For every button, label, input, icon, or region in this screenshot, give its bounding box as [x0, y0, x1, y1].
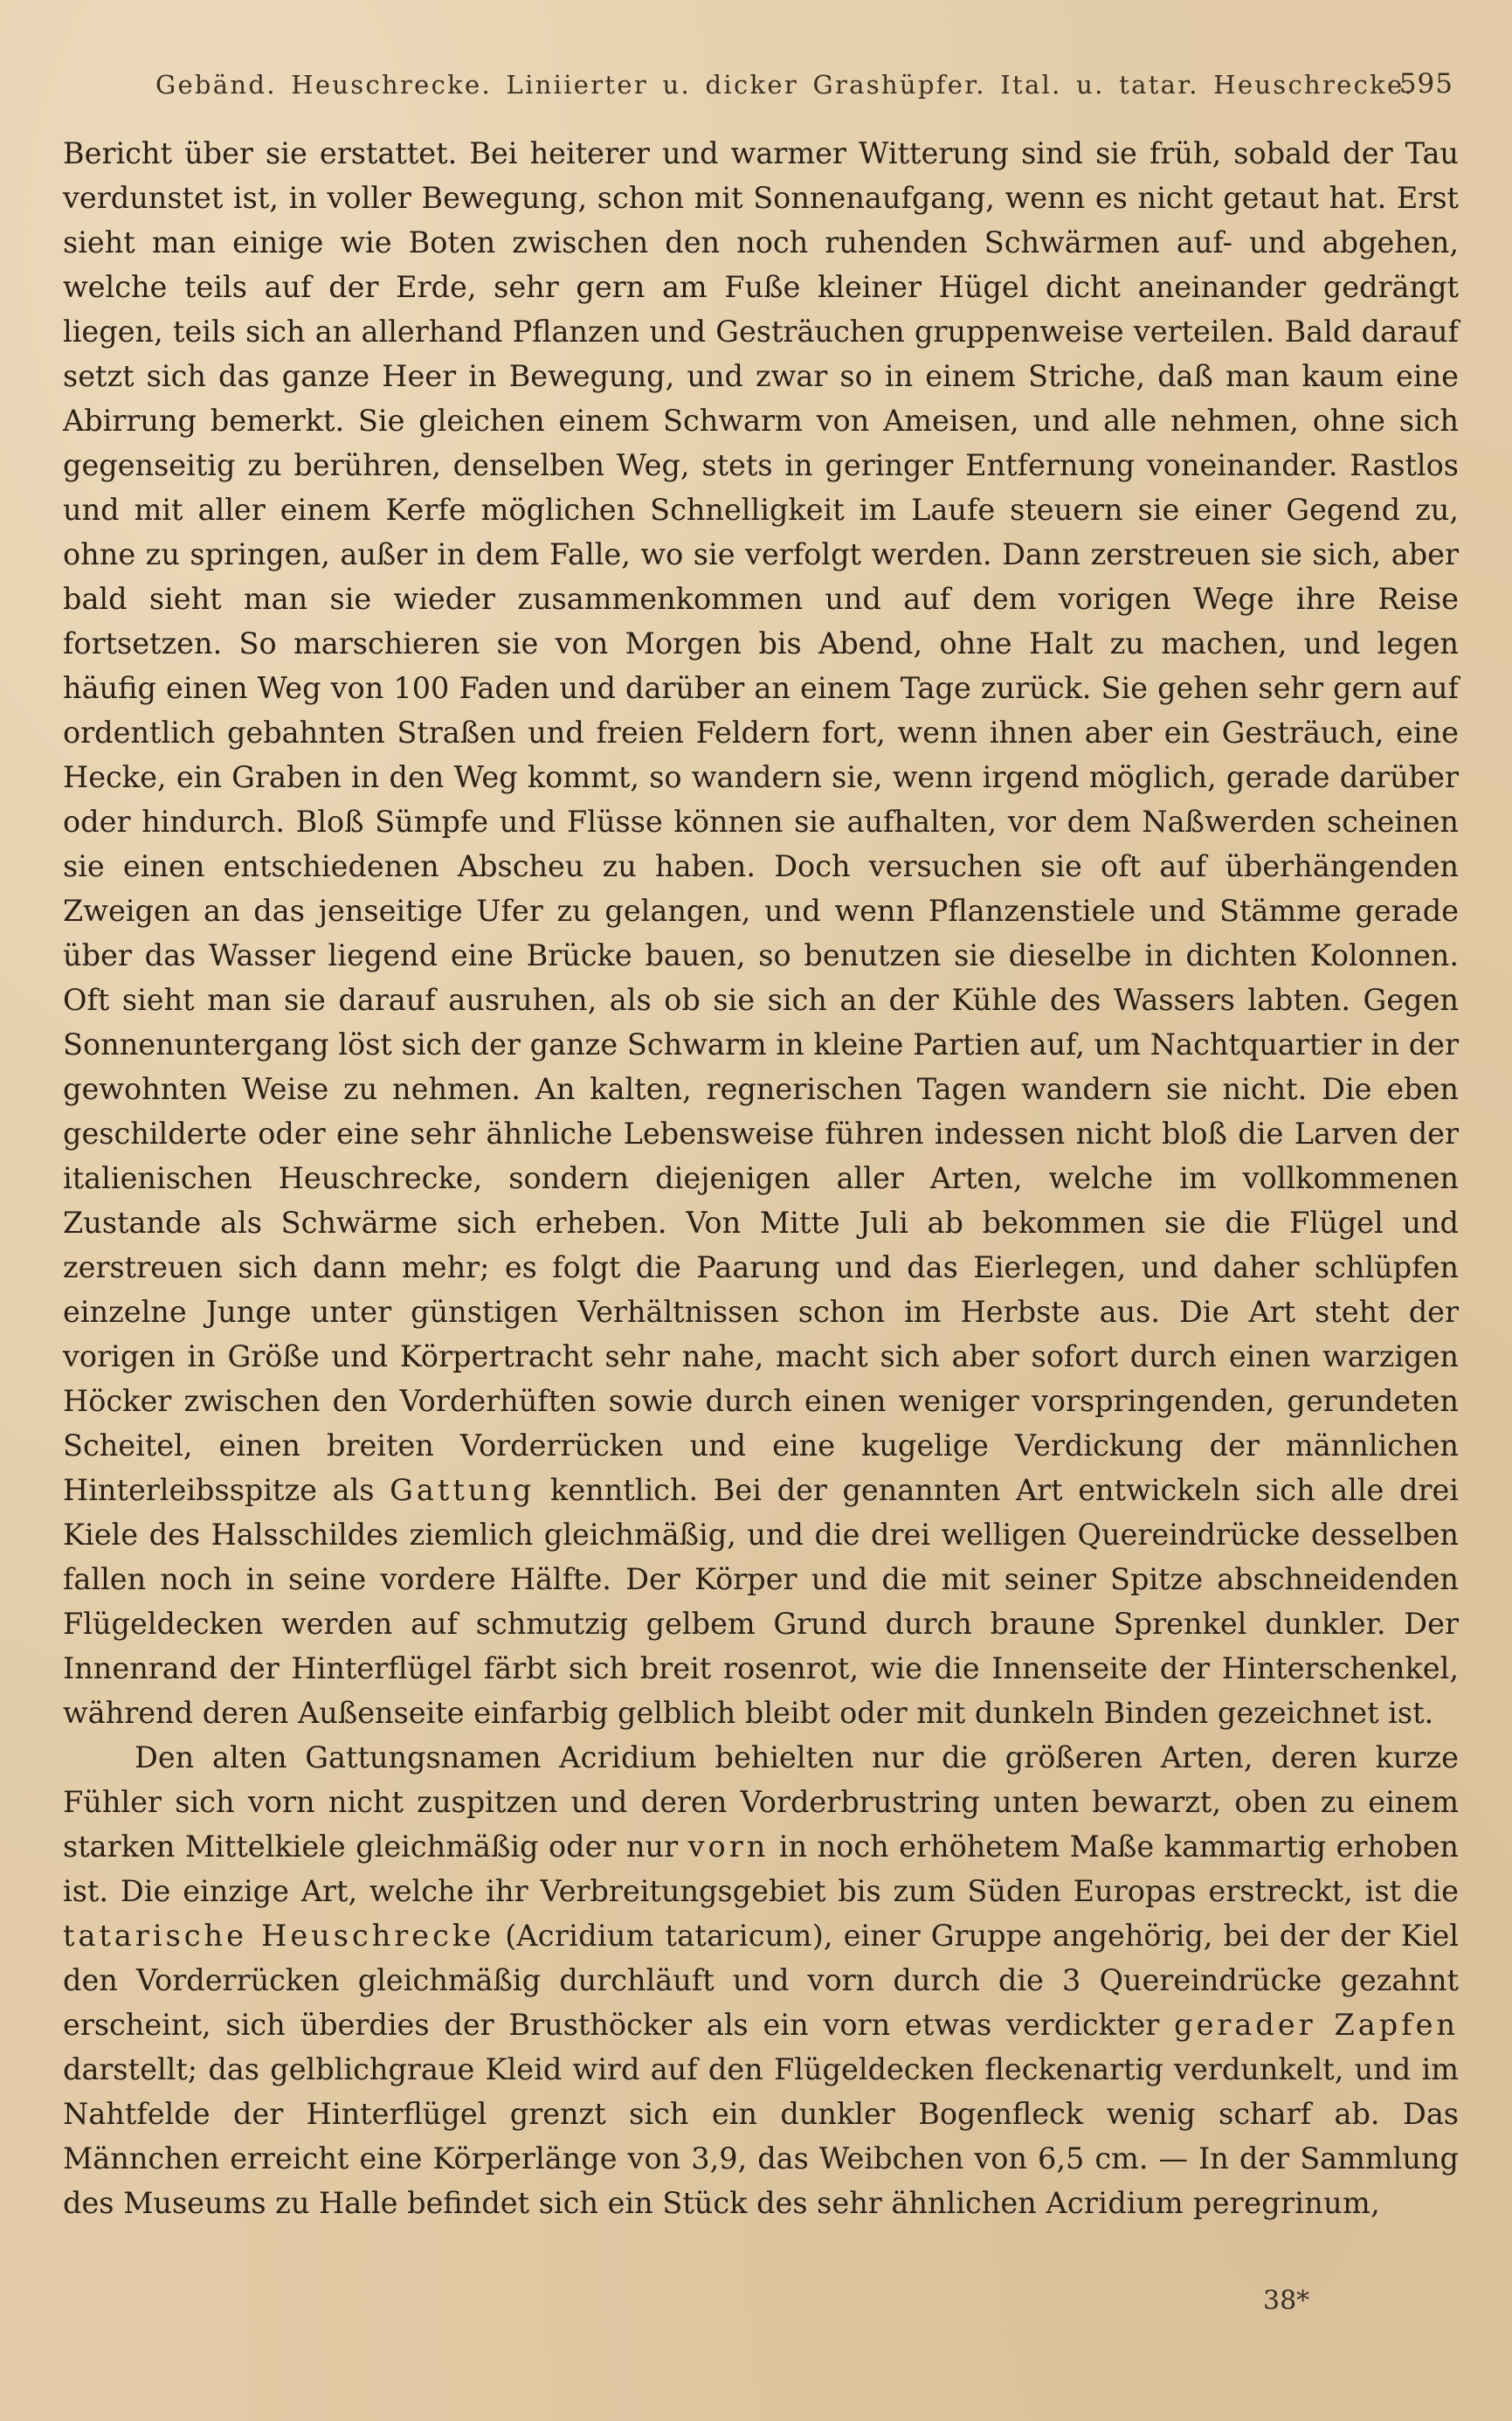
paragraph-continuation — [63, 131, 1459, 1735]
text-run: behielten nur die größeren Arten, deren kurze Fühler sich vorn nicht zuspitzen und deren Vorderbrustring unten bewarzt, oben zu einem starken Mittelkiele gleichmäßig oder nur — [63, 1740, 1459, 1864]
body-text — [63, 131, 1459, 2225]
running-head — [61, 61, 1459, 108]
text-run: in noch erhöhetem Maße kammartig erhoben ist. Die einzige Art, welche ihr Verbreitungsgebiet bis zum Süden Europas erstreckt, ist die — [63, 1830, 1459, 1908]
paragraph-acridium — [63, 1735, 1459, 2225]
text-run: Bericht über sie erstattet. Bei heiterer und warmer Witterung sind sie früh, sobald der Tau verdunstet ist, in voller Bewegung, schon mit Sonnenaufgang, wenn es nicht getaut hat. Erst sieht man einige wie Boten zwischen den noch ruhenden Schwärmen auf- und abgehen, welche teils auf der Erde, sehr gern am Fuße kleiner Hügel dicht aneinander gedrängt liegen, teils sich an allerhand Pflanzen und Gesträuchen gruppenweise verteilen. Bald darauf setzt sich das ganze Heer in Bewegung, und zwar so in einem Striche, daß man kaum eine Abirrung bemerkt. Sie gleichen einem Schwarm von Ameisen, und alle nehmen, ohne sich gegenseitig zu berühren, denselben Weg, stets in geringer Entfernung voneinander. Rastlos und mit aller einem Kerfe möglichen Schnelligkeit im Laufe steuern sie einer Gegend zu, ohne zu springen, außer in dem Falle, wo sie verfolgt werden. Dann zerstreuen sie sich, aber bald sieht man sie wieder zusammenkommen und auf dem vorigen Wege ihre Reise fortsetzen. So marschieren sie von Morgen bis Abend, ohne Halt zu machen, und legen häufig einen Weg von 100 Faden und darüber an einem Tage zurück. Sie gehen sehr gern auf ordentlich gebahnten Straßen und freien Feldern fort, wenn ihnen aber ein Gesträuch, eine Hecke, ein Graben in den Weg kommt, so wandern sie, wenn irgend möglich, gerade darüber oder hindurch. Bloß Sümpfe und Flüsse können sie aufhalten, vor dem Naßwerden scheinen sie einen entschiedenen Abscheu zu haben. Doch versuchen sie oft auf überhängenden Zweigen an das jenseitige Ufer zu gelangen, und wenn Pflanzenstiele und Stämme gerade über das Wasser liegend eine Brücke bauen, so benutzen sie dieselbe in dichten Kolonnen. Oft sieht man sie darauf ausruhen, als ob sie sich an der Kühle des Wassers labten. Gegen Sonnenuntergang löst sich der ganze Schwarm in kleine Partien auf, um Nachtquartier in der gewohnten Weise zu nehmen. An kalten, regnerischen Tagen wandern sie nicht. Die eben geschilderte oder eine sehr ähnliche Lebensweise führen indessen nicht bloß die Larven der italienischen Heuschrecke, sondern diejenigen aller Arten, welche im vollkommenen Zustande als Schwärme sich erheben. Von Mitte Juli ab bekommen sie die Flügel und zerstreuen sich dann mehr; es folgt die Paarung und das Eierlegen, und daher schlüpfen einzelne Junge unter günstigen Verhältnissen schon im Herbste aus. Die Art steht der vorigen in Größe und Körpertracht sehr nahe, macht sich aber sofort durch einen warzigen Höcker zwischen den Vorderhüften sowie durch einen weniger vorspringenden, gerundeten Scheitel, einen breiten Vorderrücken und eine kugelige Verdickung der männlichen Hinterleibsspitze als — [63, 136, 1459, 1507]
text-run: kenntlich. Bei der genannten Art entwickeln sich alle drei Kiele des Halsschildes ziemlich gleichmäßig, und die drei welligen Quereindrücke desselben fallen noch in seine vordere Hälfte. Der Körper und die mit seiner Spitze abschneidenden Flügeldecken werden auf schmutzig gelbem Grund durch braune Sprenkel dunkler. Der Innenrand der Hinterflügel färbt sich breit rosenrot, wie die Innenseite der Hinterschenkel, während deren Außenseite einfarbig gelblich bleibt oder mit dunkeln Binden gezeichnet ist. — [63, 1473, 1459, 1730]
latin-term: Acridium tataricum — [516, 1919, 812, 1953]
page-number: 595 — [1398, 68, 1453, 100]
signature-mark: 38* — [1263, 2286, 1310, 2316]
text-run: ), einer Gruppe angehörig, bei der der Kiel den Vorderrücken gleichmäßig durchläuft und vorn durch die 3 Quereindrücke gezahnt erscheint, sich überdies der Brusthöcker als ein vorn etwas verdickter — [63, 1919, 1459, 2042]
text-run: , — [1370, 2186, 1380, 2220]
text-run: Den alten Gattungsnamen — [135, 1740, 560, 1774]
emphasized-term: tatarische Heuschrecke — [63, 1919, 495, 1953]
emphasized-term: Gattung — [390, 1473, 535, 1507]
emphasized-term: vorn — [687, 1830, 770, 1864]
running-title: Gebänd. Heuschrecke. Liniierter u. dicker Grashüpfer. Ital. u. tatar. Heuschrecke. — [155, 70, 1415, 100]
text-run: ( — [494, 1919, 517, 1953]
latin-term: Acridium peregrinum — [1046, 2186, 1371, 2220]
latin-term: Acridium — [559, 1740, 697, 1774]
emphasized-term: gerader Zapfen — [1174, 2008, 1459, 2042]
text-run: darstellt; das gelblichgraue Kleid wird auf den Flügeldecken fleckenartig verdunkelt, und im Nahtfelde der Hinterflügel grenzt sich ein dunkler Bogenfleck wenig scharf ab. Das Männchen erreicht eine Körperlänge von 3,9, das Weibchen von 6,5 cm. — In der Sammlung des Museums zu Halle befindet sich ein Stück des sehr ähnlichen — [63, 2052, 1459, 2220]
